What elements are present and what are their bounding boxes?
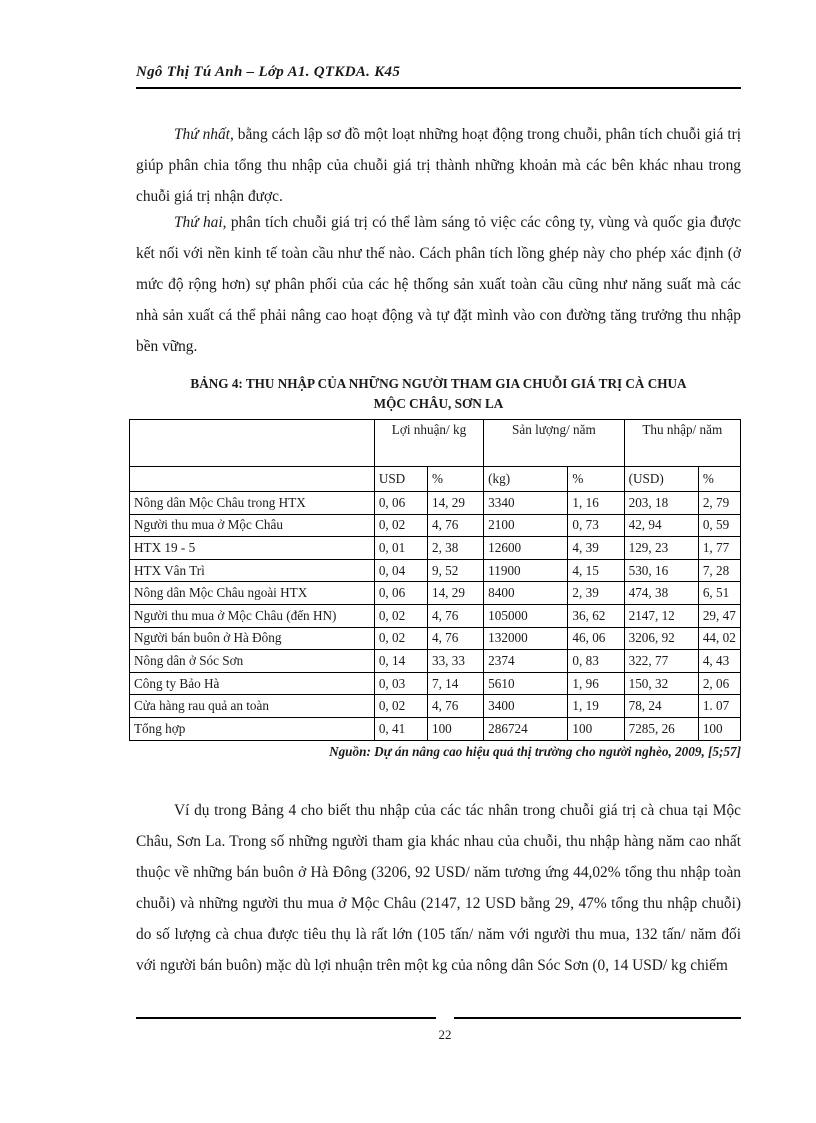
subheader-cell: % bbox=[568, 467, 624, 492]
table-cell: 530, 16 bbox=[624, 559, 698, 582]
table-cell: 2, 39 bbox=[568, 582, 624, 605]
header-rule bbox=[136, 87, 741, 89]
row-label: Cửa hàng rau quả an toàn bbox=[130, 695, 375, 718]
table-cell: 7285, 26 bbox=[624, 717, 698, 740]
subheader-cell: % bbox=[698, 467, 740, 492]
table-cell: 0, 14 bbox=[374, 650, 427, 673]
table-cell: 9, 52 bbox=[427, 559, 483, 582]
subheader-cell: USD bbox=[374, 467, 427, 492]
table-cell: 4, 39 bbox=[568, 537, 624, 560]
table-cell: 132000 bbox=[484, 627, 568, 650]
table-cell: 4, 76 bbox=[427, 514, 483, 537]
table-cell: 3340 bbox=[484, 492, 568, 515]
table-cell: 474, 38 bbox=[624, 582, 698, 605]
table-cell: 203, 18 bbox=[624, 492, 698, 515]
table-row bbox=[130, 604, 741, 627]
table-caption-line2: MỘC CHÂU, SƠN LA bbox=[373, 396, 504, 411]
row-label: Người thu mua ở Mộc Châu bbox=[130, 514, 375, 537]
table-cell: 2, 79 bbox=[698, 492, 740, 515]
paragraph-third-text: Ví dụ trong Bảng 4 cho biết thu nhập của các tác nhân trong chuỗi giá trị cà chua tại Mộc Châu, Sơn La. Trong số những người tham gia khác nhau của chuỗi, thu nhập hàng năm cao nhất thuộc về những bán buôn ở Hà Đông (3206, 92 USD/ năm tương ứng 44,02% tổng thu nhập toàn chuỗi) và những người thu mua ở Mộc Châu (2147, 12 USD bằng 29, 47% tổng thu nhập chuỗi) do số lượng cà chua được tiêu thụ là rất lớn (105 tấn/ năm với người thu mua, 132 tấn/ năm đối với người bán buôn) mặc dù lợi nhuận trên một kg của nông dân Sóc Sơn (0, 14 USD/ kg chiếm bbox=[136, 802, 741, 974]
table-cell: 14, 29 bbox=[427, 582, 483, 605]
table-row bbox=[130, 514, 741, 537]
row-label: HTX Vân Trì bbox=[130, 559, 375, 582]
table-cell: 286724 bbox=[484, 717, 568, 740]
footer-rule-left bbox=[136, 1017, 436, 1019]
table-row bbox=[130, 672, 741, 695]
footer-rule-right bbox=[454, 1017, 741, 1019]
table-cell: 0, 06 bbox=[374, 492, 427, 515]
table-cell: 14, 29 bbox=[427, 492, 483, 515]
header-output: Sản lượng/ năm bbox=[484, 420, 624, 467]
paragraph-second-text: phân tích chuỗi giá trị có thể làm sáng tỏ việc các công ty, vùng và quốc gia được kết nối với nền kinh tế toàn cầu như thế nào. Cách phân tích lồng ghép này cho phép xác định (ở mức độ rộng hơn) sự phân phối của các hệ thống sản xuất toàn cầu cũng như năng suất mà các nhà sản xuất cá thể phải nâng cao hoạt động và tự đặt mình vào con đường tăng trưởng thu nhập bền vững. bbox=[136, 214, 741, 355]
subheader-cell: (USD) bbox=[624, 467, 698, 492]
income-table bbox=[129, 419, 741, 741]
table-cell: 1, 96 bbox=[568, 672, 624, 695]
paragraph-second-lead: Thứ hai, bbox=[174, 214, 227, 231]
table-cell: 0, 41 bbox=[374, 717, 427, 740]
table-cell: 7, 28 bbox=[698, 559, 740, 582]
table-cell: 33, 33 bbox=[427, 650, 483, 673]
table-cell: 2100 bbox=[484, 514, 568, 537]
table-cell: 5610 bbox=[484, 672, 568, 695]
table-cell: 2147, 12 bbox=[624, 604, 698, 627]
table-cell: 1, 77 bbox=[698, 537, 740, 560]
table-cell: 100 bbox=[427, 717, 483, 740]
table-cell: 36, 62 bbox=[568, 604, 624, 627]
table-row bbox=[130, 650, 741, 673]
row-label: HTX 19 - 5 bbox=[130, 537, 375, 560]
table-cell: 7, 14 bbox=[427, 672, 483, 695]
header-profit: Lợi nhuận/ kg bbox=[374, 420, 483, 467]
table-cell: 322, 77 bbox=[624, 650, 698, 673]
table-cell: 42, 94 bbox=[624, 514, 698, 537]
table-cell: 12600 bbox=[484, 537, 568, 560]
table-cell: 0, 02 bbox=[374, 514, 427, 537]
table-cell: 100 bbox=[568, 717, 624, 740]
row-label: Nông dân Mộc Châu ngoài HTX bbox=[130, 582, 375, 605]
row-label: Người bán buôn ở Hà Đông bbox=[130, 627, 375, 650]
table-cell: 1. 07 bbox=[698, 695, 740, 718]
table-cell: 8400 bbox=[484, 582, 568, 605]
row-label: Công ty Bảo Hà bbox=[130, 672, 375, 695]
table-cell: 0, 03 bbox=[374, 672, 427, 695]
table-cell: 4, 43 bbox=[698, 650, 740, 673]
table-cell: 4, 76 bbox=[427, 604, 483, 627]
table-cell: 0, 59 bbox=[698, 514, 740, 537]
table-row bbox=[130, 492, 741, 515]
table-cell: 0, 02 bbox=[374, 604, 427, 627]
table-cell: 150, 32 bbox=[624, 672, 698, 695]
table-cell: 4, 76 bbox=[427, 627, 483, 650]
table-caption bbox=[136, 374, 741, 414]
page-number: 22 bbox=[438, 1027, 452, 1042]
table-cell: 129, 23 bbox=[624, 537, 698, 560]
table-cell: 0, 02 bbox=[374, 695, 427, 718]
subheader-cell: % bbox=[427, 467, 483, 492]
row-label: Nông dân Mộc Châu trong HTX bbox=[130, 492, 375, 515]
table-cell: 29, 47 bbox=[698, 604, 740, 627]
subheader-empty-cell bbox=[130, 467, 375, 492]
table-cell: 4, 76 bbox=[427, 695, 483, 718]
table-cell: 3400 bbox=[484, 695, 568, 718]
table-cell: 11900 bbox=[484, 559, 568, 582]
row-label: Tổng hợp bbox=[130, 717, 375, 740]
table-row bbox=[130, 627, 741, 650]
table-cell: 0, 01 bbox=[374, 537, 427, 560]
table-subheader-row bbox=[130, 467, 741, 492]
table-cell: 0, 02 bbox=[374, 627, 427, 650]
table-row bbox=[130, 537, 741, 560]
table-row bbox=[130, 559, 741, 582]
table-cell: 0, 04 bbox=[374, 559, 427, 582]
row-label: Người thu mua ở Mộc Châu (đến HN) bbox=[130, 604, 375, 627]
table-row bbox=[130, 695, 741, 718]
paragraph-third bbox=[136, 795, 741, 981]
table-cell: 100 bbox=[698, 717, 740, 740]
paragraph-second bbox=[136, 207, 741, 362]
paragraph-first bbox=[136, 119, 741, 212]
table-cell: 78, 24 bbox=[624, 695, 698, 718]
table-cell: 2, 38 bbox=[427, 537, 483, 560]
paragraph-first-lead: Thứ nhất bbox=[174, 126, 230, 143]
table-row bbox=[130, 582, 741, 605]
row-label: Nông dân ở Sóc Sơn bbox=[130, 650, 375, 673]
subheader-cell: (kg) bbox=[484, 467, 568, 492]
table-cell: 46, 06 bbox=[568, 627, 624, 650]
table-cell: 3206, 92 bbox=[624, 627, 698, 650]
table-cell: 44, 02 bbox=[698, 627, 740, 650]
table-cell: 0, 73 bbox=[568, 514, 624, 537]
table-cell: 1, 19 bbox=[568, 695, 624, 718]
table-cell: 1, 16 bbox=[568, 492, 624, 515]
table-cell: 2, 06 bbox=[698, 672, 740, 695]
table-header-row bbox=[130, 420, 741, 467]
header-empty-cell bbox=[130, 420, 375, 467]
table-cell: 2374 bbox=[484, 650, 568, 673]
table-caption-line1: BẢNG 4: THU NHẬP CỦA NHỮNG NGƯỜI THAM GIA CHUỖI GIÁ TRỊ CÀ CHUA bbox=[190, 376, 687, 391]
table-cell: 105000 bbox=[484, 604, 568, 627]
table-cell: 6, 51 bbox=[698, 582, 740, 605]
table-cell: 0, 83 bbox=[568, 650, 624, 673]
header-income: Thu nhập/ năm bbox=[624, 420, 740, 467]
table-cell: 4, 15 bbox=[568, 559, 624, 582]
table-cell: 0, 06 bbox=[374, 582, 427, 605]
table-source-note: Nguồn: Dự án nâng cao hiệu quả thị trường cho người nghèo, 2009, [5;57] bbox=[329, 744, 741, 759]
running-header: Ngô Thị Tú Anh – Lớp A1. QTKDA. K45 bbox=[136, 64, 401, 80]
paragraph-first-text: , bằng cách lập sơ đồ một loạt những hoạt động trong chuỗi, phân tích chuỗi giá trị giúp phân chia tổng thu nhập của chuỗi giá trị thành những khoản mà các bên khác nhau trong chuỗi giá trị nhận được. bbox=[136, 126, 741, 205]
table-total-row bbox=[130, 717, 741, 740]
